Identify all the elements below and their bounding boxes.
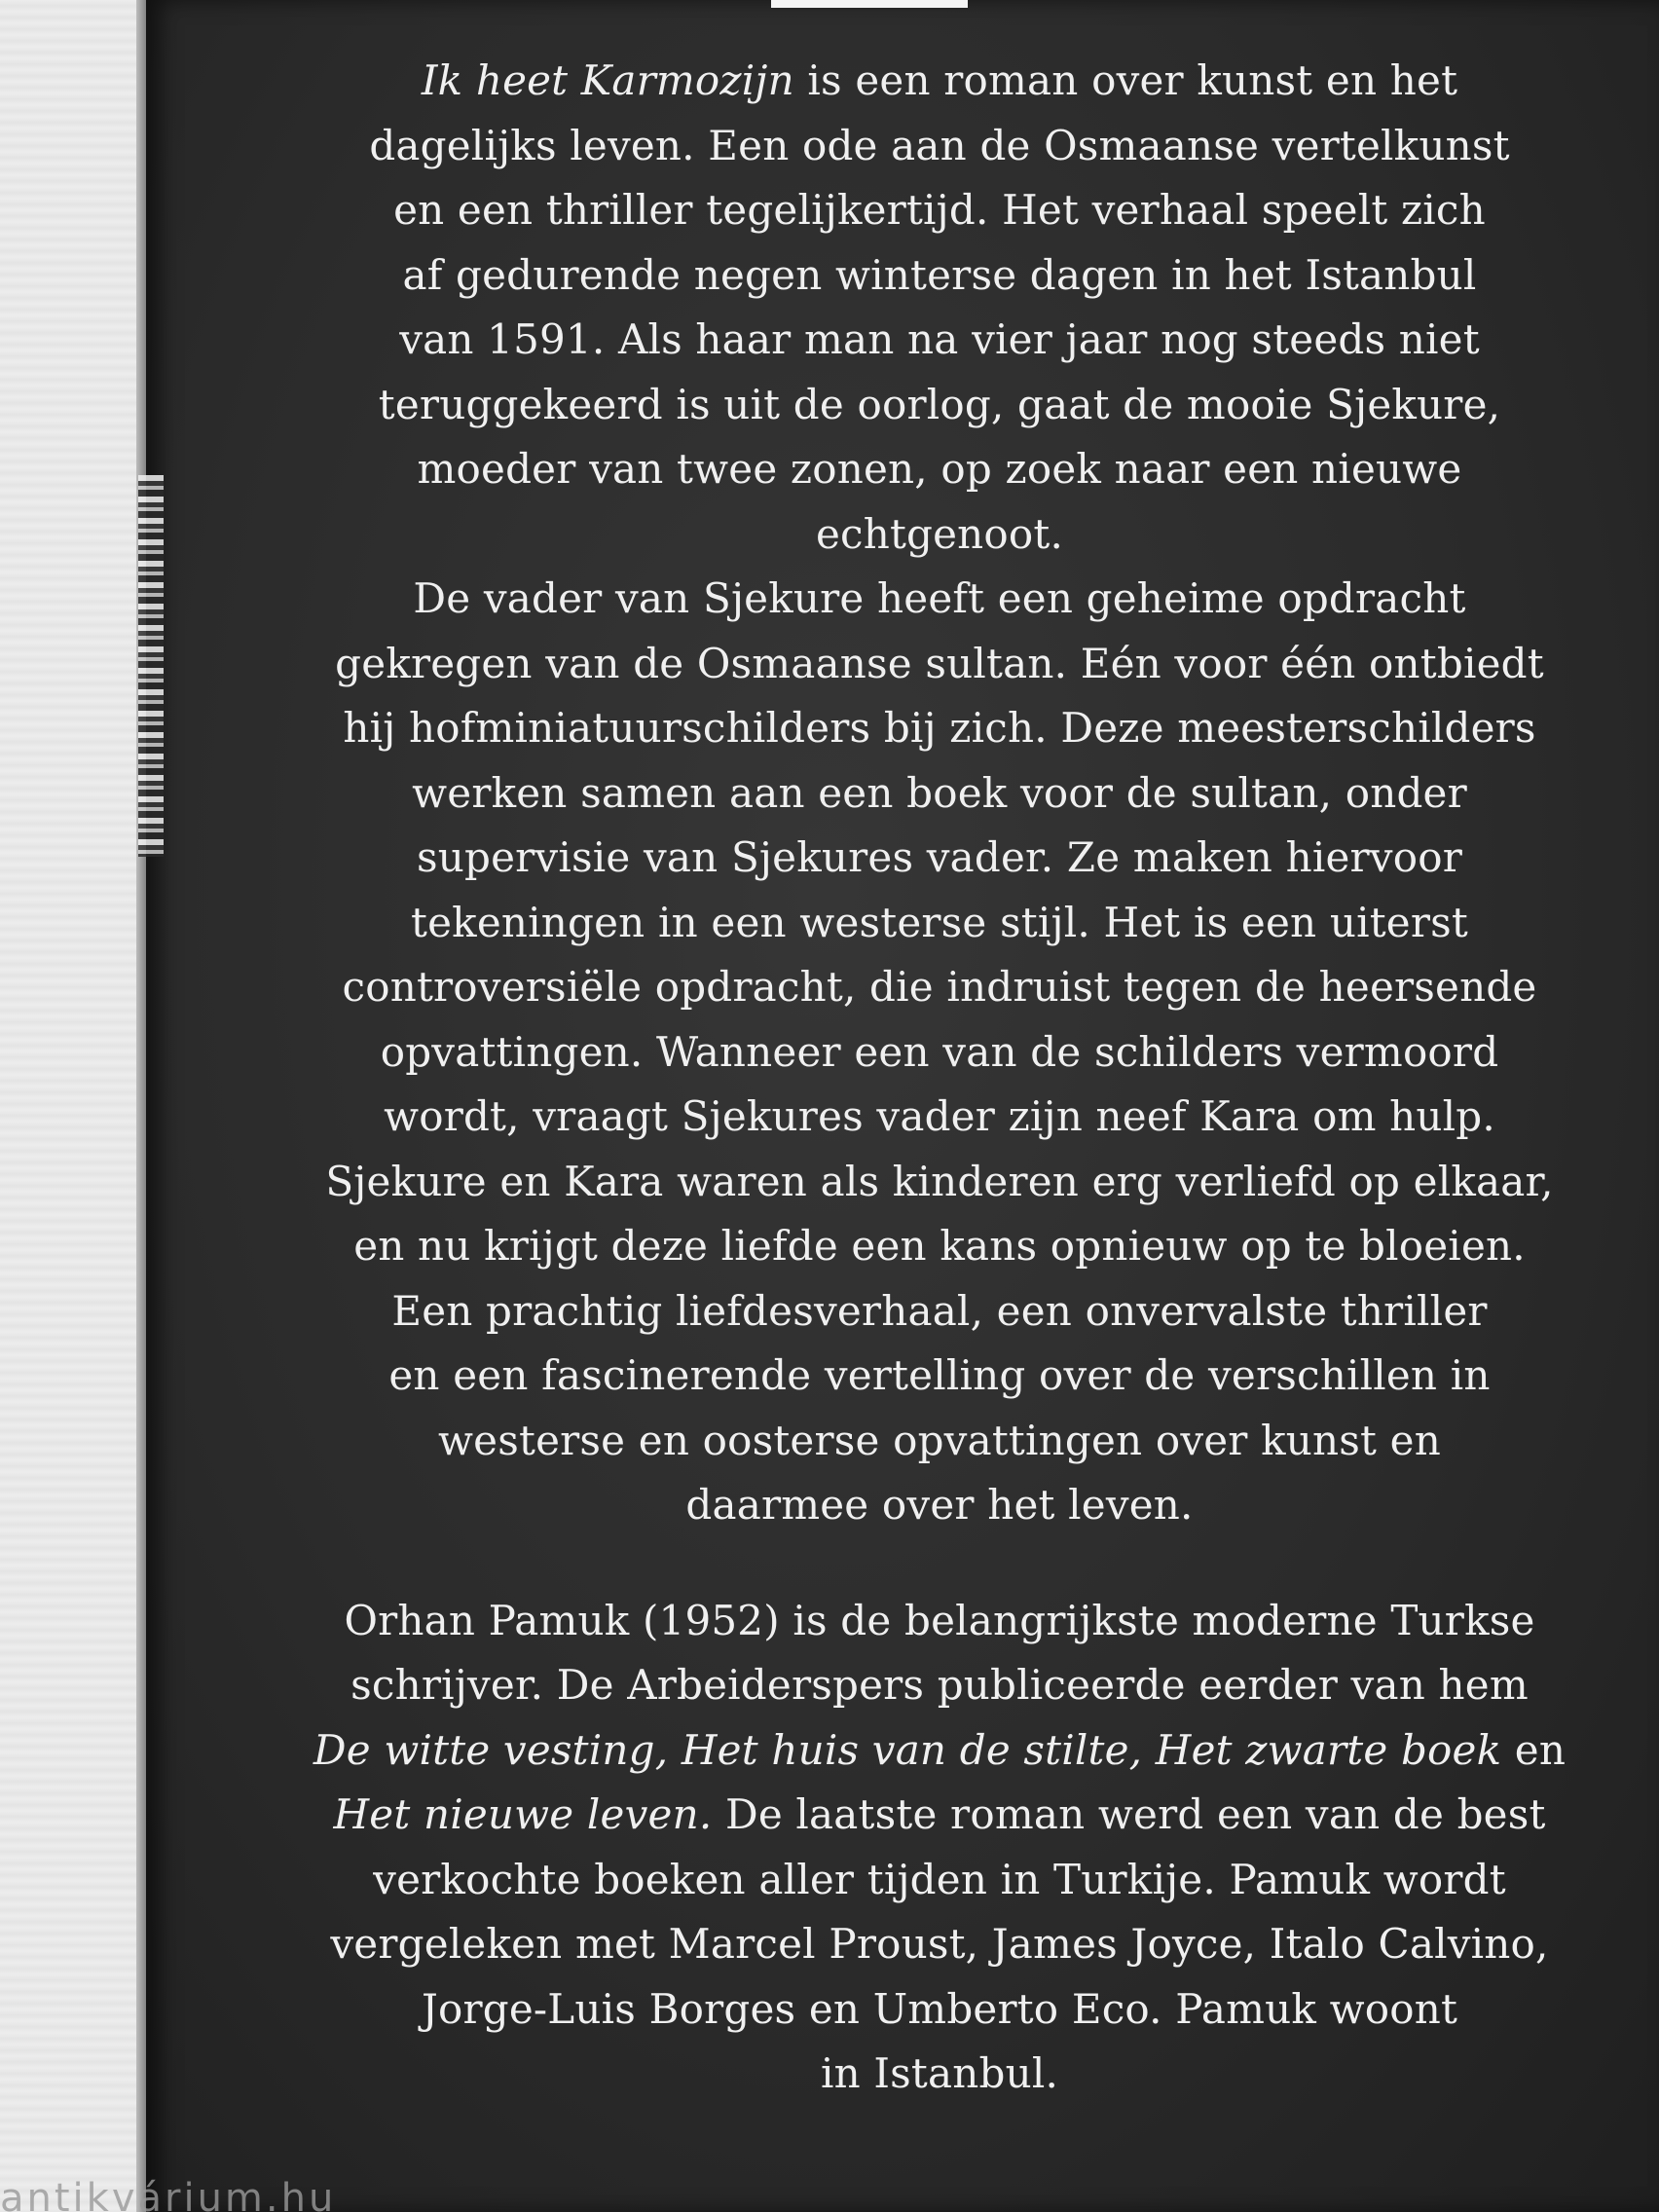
author-bio-line: Het nieuwe leven. De laatste roman werd een van de best	[333, 1790, 1546, 1838]
blurb-line: en nu krijgt deze liefde een kans opnieuw op te bloeien.	[353, 1222, 1526, 1270]
adjacent-page-paper	[0, 0, 144, 2212]
blurb-line: moeder van twee zonen, op zoek naar een nieuwe	[417, 445, 1462, 493]
blurb-line: en een thriller tegelijkertijd. Het verhaal speelt zich	[393, 186, 1486, 234]
blurb-line: gekregen van de Osmaanse sultan. Eén voor één ontbiedt	[335, 639, 1544, 687]
spine-ornament-decoration	[138, 475, 164, 857]
blurb-line: wordt, vraagt Sjekures vader zijn neef Kara om hulp.	[384, 1092, 1495, 1140]
blurb-line: af gedurende negen winterse dagen in het Istanbul	[402, 250, 1477, 299]
blurb-line: van 1591. Als haar man na vier jaar nog steeds niet	[399, 315, 1480, 363]
back-cover-text	[224, 49, 1655, 2107]
blurb-line: teruggekeerd is uit de oorlog, gaat de mooie Sjekure,	[378, 380, 1501, 428]
blurb-line: hij hofminiatuurschilders bij zich. Deze meesterschilders	[343, 704, 1536, 752]
author-bio-line: in Istanbul.	[820, 2049, 1059, 2097]
blurb-line: daarmee over het leven.	[685, 1481, 1194, 1529]
blurb-line: dagelijks leven. Een ode aan de Osmaanse vertelkunst	[369, 121, 1510, 169]
watermark-text: antikvárium.hu	[0, 2179, 337, 2212]
blurb-line: en een fascinerende vertelling over de verschillen in	[388, 1351, 1491, 1399]
blurb-line: Sjekure en Kara waren als kinderen erg verliefd op elkaar,	[325, 1157, 1554, 1205]
blurb-line: controversiële opdracht, die indruist tegen de heersende	[342, 963, 1537, 1011]
author-bio-line: verkochte boeken aller tijden in Turkije. Pamuk wordt	[373, 1855, 1506, 1903]
blurb-line: echtgenoot.	[815, 509, 1064, 558]
book-title-italic: Het nieuwe leven.	[333, 1790, 713, 1838]
blurb-line: werken samen aan een boek voor de sultan, onder	[412, 768, 1467, 817]
blurb-line: supervisie van Sjekures vader. Ze maken hiervoor	[417, 833, 1462, 881]
author-bio-line: De witte vesting, Het huis van de stilte, Het zwarte boek en	[313, 1725, 1567, 1774]
blurb-line: westerse en oosterse opvattingen over kunst en	[438, 1416, 1441, 1464]
author-bio-line: Orhan Pamuk (1952) is de belangrijkste moderne Turkse	[344, 1596, 1535, 1644]
book-title-italic: Ik heet Karmozijn	[421, 56, 794, 104]
top-white-band	[771, 0, 968, 8]
paragraph-gap	[224, 1538, 1655, 1589]
blurb-line: Een prachtig liefdesverhaal, een onvervalste thriller	[391, 1286, 1488, 1335]
blurb-line: tekeningen in een westerse stijl. Het is een uiterst	[411, 898, 1468, 946]
author-bio-line: Jorge-Luis Borges en Umberto Eco. Pamuk woont	[421, 1984, 1458, 2033]
blurb-line: Ik heet Karmozijn is een roman over kunst en het	[421, 56, 1458, 104]
book-titles-italic: De witte vesting, Het huis van de stilte, Het zwarte boek	[313, 1725, 1502, 1774]
author-bio-line: schrijver. De Arbeiderspers publiceerde eerder van hem	[350, 1661, 1529, 1709]
blurb-line: De vader van Sjekure heeft een geheime opdracht	[413, 574, 1466, 622]
author-bio-line: vergeleken met Marcel Proust, James Joyce, Italo Calvino,	[330, 1920, 1549, 1968]
blurb-line: opvattingen. Wanneer een van de schilders vermoord	[380, 1027, 1499, 1076]
